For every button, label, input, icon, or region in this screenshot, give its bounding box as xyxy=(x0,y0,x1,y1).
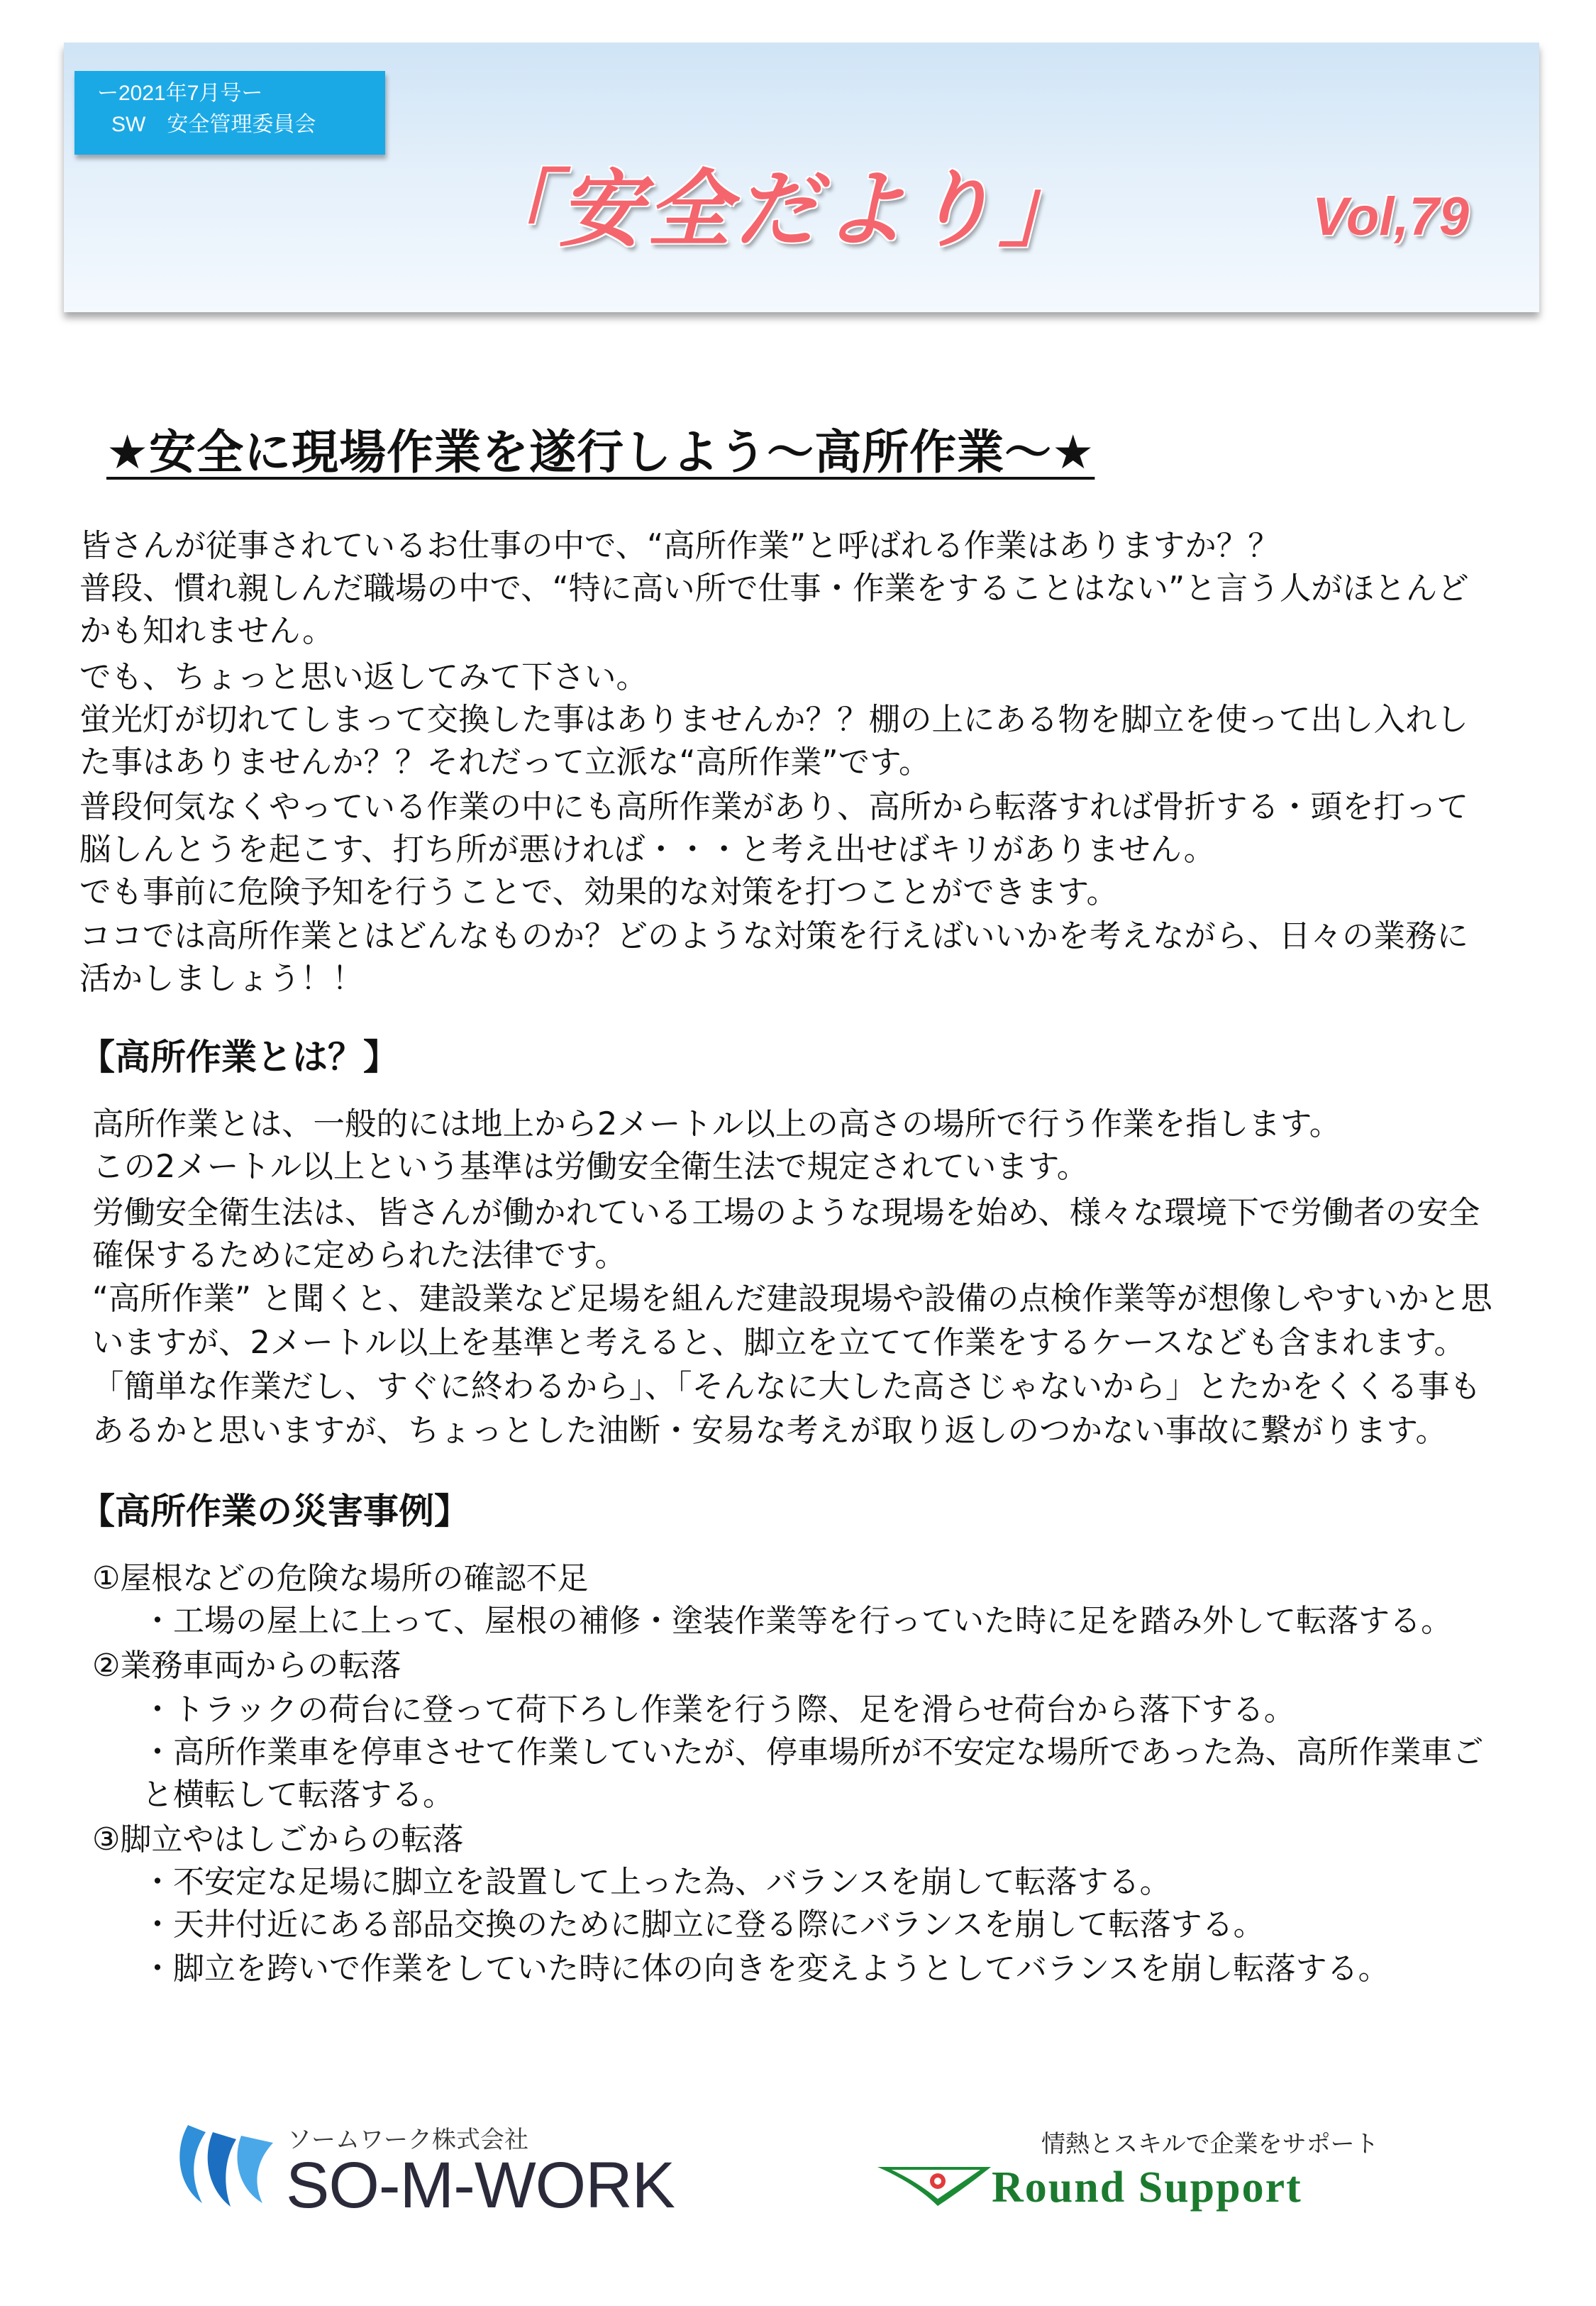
case-item: ・トラックの荷台に登って荷下ろし作業を行う際、足を滑らせ荷台から落下する。 xyxy=(142,1692,1295,1728)
section1-paragraph: “高所作業” と聞くと、建設業など足場を組んだ建設現場や設備の点検作業等が想像しやすいかと思いますが、2メートル以上を基準と考えると、脚立を立てて作業をするケースなども含まれます。「簡単な作業だし、すぐに終わるから」、「そんなに大した高さじゃないから」とたかをくくる事もあるかと思いますが、ちょっとした油断・安易な考えが取り返しのつかない事故に繋がります。 xyxy=(92,1281,1492,1449)
section-heading-what-is: 【高所作業とは？】 xyxy=(79,1037,399,1078)
committee-name: SW 安全管理委員会 xyxy=(111,113,316,136)
intro-paragraph: 皆さんが従事されているお仕事の中で、“高所作業”と呼ばれる作業はありますか？？ xyxy=(79,528,1280,564)
section1-paragraph: 労働安全衛生法は、皆さんが働かれている工場のような現場を始め、様々な環境下で労働者の安全確保するために定められた法律です。 xyxy=(92,1195,1480,1274)
section-heading-cases: 【高所作業の災害事例】 xyxy=(79,1491,470,1532)
round-support-logo-text: Round Support xyxy=(992,2163,1302,2212)
case-title: ②業務車両からの転落 xyxy=(92,1648,401,1684)
case-title: ①屋根などの危険な場所の確認不足 xyxy=(92,1560,589,1596)
case-title: ③脚立やはしごからの転落 xyxy=(92,1821,464,1858)
section1-paragraph: 高所作業とは、一般的には地上から2メートル以上の高さの場所で行う作業を指します。 xyxy=(92,1106,1341,1142)
intro-paragraph: ココでは高所作業とはどんなものか？どのような対策を行えばいいかを考えながら、日々の業務に活かしましょう！！ xyxy=(79,918,1469,997)
case-item: ・工場の屋上に上って、屋根の補修・塗装作業等を行っていた時に足を踏み外して転落する。 xyxy=(142,1603,1453,1639)
issue-date: ー2021年7月号ー xyxy=(97,82,263,105)
round-support-logo-mark xyxy=(874,2160,994,2210)
intro-paragraph: でも事前に危険予知を行うことで、効果的な対策を打つことができます。 xyxy=(79,874,1119,910)
case-item: ・不安定な足場に脚立を設置して上った為、バランスを崩して転落する。 xyxy=(142,1864,1171,1900)
newsletter-title: 「安全だより」 xyxy=(471,160,1087,258)
case-item: ・脚立を跨いで作業をしていた時に体の向きを変えようとしてバランスを崩し転落する。 xyxy=(142,1951,1390,1987)
intro-paragraph: 普段何気なくやっている作業の中にも高所作業があり、高所から転落すれば骨折する・頭を打って脳しんとうを起こす、打ち所が悪ければ・・・と考え出せばキリがありません。 xyxy=(79,789,1469,868)
volume-number: Vol,79 xyxy=(1312,187,1470,247)
somwork-logo-text: SO-M-WORK xyxy=(286,2149,675,2222)
issue-box xyxy=(74,71,385,155)
intro-paragraph: でも、ちょっと思い返してみて下さい。 xyxy=(79,659,648,695)
somwork-company-jp: ソームワーク株式会社 xyxy=(287,2126,528,2154)
article-headline: ★安全に現場作業を遂行しよう～高所作業～★ xyxy=(106,425,1095,480)
case-item: ・天井付近にある部品交換のために脚立に登る際にバランスを崩して転落する。 xyxy=(142,1907,1265,1943)
intro-paragraph: 蛍光灯が切れてしまって交換した事はありませんか？？棚の上にある物を脚立を使って出し入れした事はありませんか？？それだって立派な“高所作業”です。 xyxy=(79,702,1469,780)
intro-paragraph: 普段、慣れ親しんだ職場の中で、“特に高い所で仕事・作業をすることはない”と言う人がほとんどかも知れません。 xyxy=(79,570,1469,649)
case-item: ・高所作業車を停車させて作業していたが、停車場所が不安定な場所であった為、高所作業車ごと横転して転落する。 xyxy=(142,1734,1484,1813)
section1-paragraph: この2メートル以上という基準は労働安全衛生法で規定されています。 xyxy=(92,1149,1089,1185)
somwork-logo-mark xyxy=(174,2118,280,2210)
round-support-tagline: 情熱とスキルで企業をサポート xyxy=(1041,2130,1379,2158)
